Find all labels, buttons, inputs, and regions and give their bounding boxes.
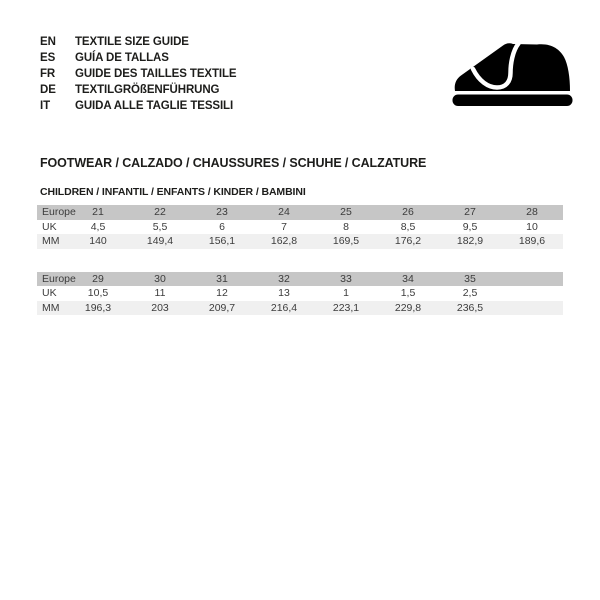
row-label: MM	[42, 235, 60, 248]
language-label: GUIDE DES TAILLES TEXTILE	[75, 68, 237, 80]
size-cell: 23	[216, 206, 228, 219]
table-row	[37, 286, 563, 301]
size-cell: 5,5	[152, 220, 168, 233]
size-cell: 169,5	[332, 235, 360, 248]
size-cell: 189,6	[518, 235, 546, 248]
language-label: GUÍA DE TALLAS	[75, 52, 169, 64]
size-cell: 7	[281, 220, 287, 233]
language-code: EN	[40, 36, 56, 48]
size-cell: 2,5	[462, 287, 478, 300]
baby-shoe-icon	[452, 42, 573, 106]
children-section-subtitle: CHILDREN / INFANTIL / ENFANTS / KINDER / BAMBINI	[40, 186, 306, 198]
footwear-section-title: FOOTWEAR / CALZADO / CHAUSSURES / SCHUHE / CALZATURE	[40, 156, 427, 170]
size-cell: 24	[278, 206, 290, 219]
size-cell: 182,9	[456, 235, 484, 248]
size-cell: 8,5	[400, 220, 416, 233]
size-table-children-2	[37, 272, 563, 316]
table-row	[37, 220, 563, 235]
row-label: Europe	[42, 272, 76, 285]
size-cell: 203	[151, 301, 169, 314]
row-label: UK	[42, 220, 57, 233]
size-cell: 9,5	[462, 220, 478, 233]
table-row	[37, 205, 563, 220]
language-label: TEXTILGRÖßENFÜHRUNG	[75, 84, 220, 96]
size-cell: 33	[340, 272, 352, 285]
language-row	[40, 82, 237, 98]
size-table-children-1	[37, 205, 563, 249]
size-cell: 176,2	[394, 235, 422, 248]
size-cell: 29	[92, 272, 104, 285]
size-cell	[501, 272, 563, 287]
language-label: GUIDA ALLE TAGLIE TESSILI	[75, 100, 234, 112]
size-cell: 28	[526, 206, 538, 219]
size-cell: 32	[278, 272, 290, 285]
size-cell: 6	[219, 220, 225, 233]
language-row	[40, 34, 237, 50]
brand-logo	[452, 42, 573, 106]
size-cell: 25	[340, 206, 352, 219]
size-cell	[501, 286, 563, 301]
language-row	[40, 50, 237, 66]
table-row	[37, 234, 563, 249]
size-cell: 21	[92, 206, 104, 219]
language-label: TEXTILE SIZE GUIDE	[75, 36, 189, 48]
row-label: UK	[42, 287, 57, 300]
size-cell: 216,4	[270, 301, 298, 314]
language-code: IT	[40, 100, 51, 112]
size-cell: 34	[402, 272, 414, 285]
size-cell: 140	[89, 235, 107, 248]
size-cell: 13	[278, 287, 290, 300]
language-row	[40, 66, 237, 82]
table-row	[37, 272, 563, 287]
size-cell: 236,5	[456, 301, 484, 314]
size-cell: 10,5	[87, 287, 109, 300]
row-label: Europe	[42, 206, 76, 219]
size-cell: 1,5	[400, 287, 416, 300]
size-cell: 27	[464, 206, 476, 219]
size-cell: 30	[154, 272, 166, 285]
size-cell: 26	[402, 206, 414, 219]
size-cell: 162,8	[270, 235, 298, 248]
size-cell: 229,8	[394, 301, 422, 314]
row-label: MM	[42, 301, 60, 314]
language-code: FR	[40, 68, 56, 80]
size-cell: 1	[343, 287, 349, 300]
size-cell: 11	[154, 287, 166, 300]
size-cell	[501, 301, 563, 316]
language-list	[40, 34, 237, 114]
size-cell: 223,1	[332, 301, 360, 314]
size-cell: 22	[154, 206, 166, 219]
size-cell: 209,7	[208, 301, 236, 314]
size-cell: 156,1	[208, 235, 236, 248]
language-code: DE	[40, 84, 56, 96]
table-row	[37, 301, 563, 316]
language-row	[40, 98, 237, 114]
size-cell: 4,5	[90, 220, 106, 233]
size-cell: 35	[464, 272, 476, 285]
size-cell: 31	[216, 272, 228, 285]
size-cell: 196,3	[84, 301, 112, 314]
size-cell: 149,4	[146, 235, 174, 248]
language-code: ES	[40, 52, 56, 64]
size-cell: 8	[343, 220, 349, 233]
size-cell: 10	[526, 220, 538, 233]
size-tables	[37, 205, 563, 315]
size-cell: 12	[216, 287, 228, 300]
